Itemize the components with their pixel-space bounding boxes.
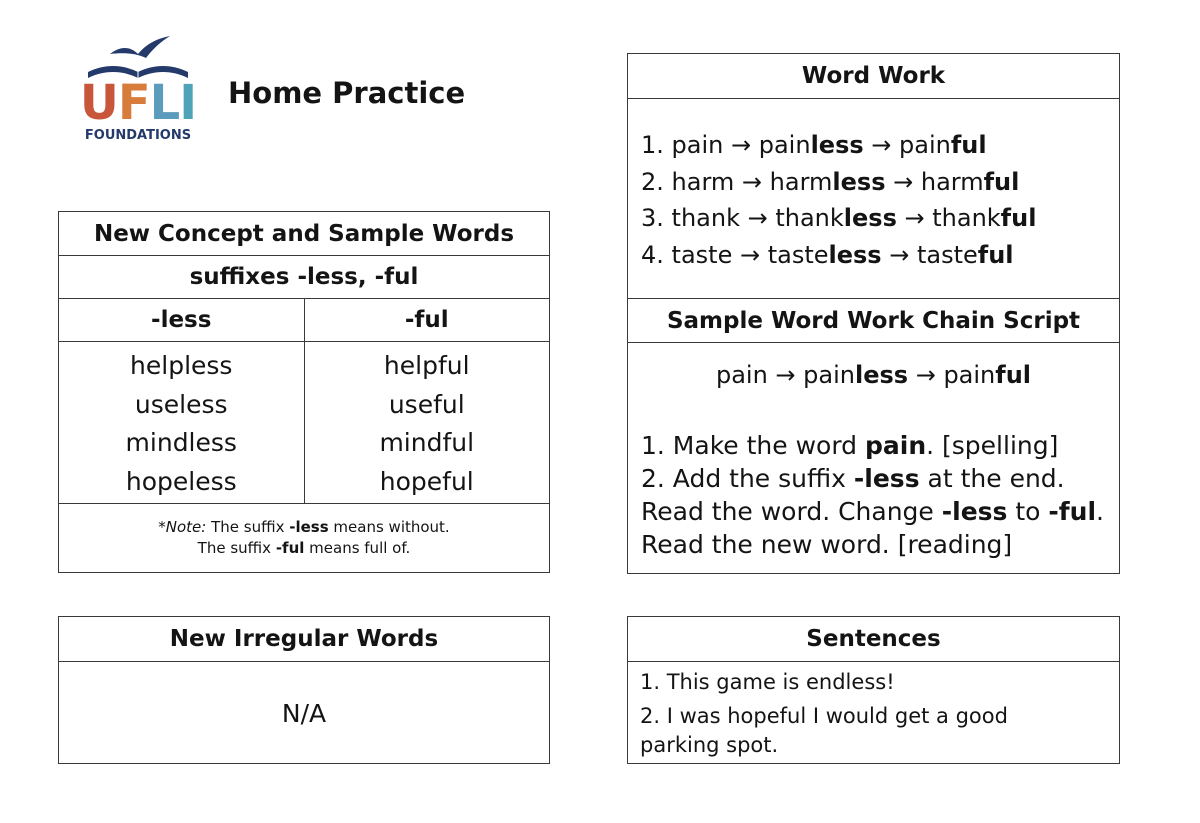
word-work-title: Word Work (628, 54, 1119, 99)
page-title: Home Practice (228, 76, 466, 110)
word-work-list (628, 99, 1119, 299)
word-work-box (627, 53, 1120, 574)
list-item: mindful (379, 428, 475, 457)
sentence-2: 2. I was hopeful I would get a good parking spot. (640, 704, 1008, 757)
list-item: hopeful (379, 466, 474, 496)
concept-note (59, 503, 549, 572)
list-item: useful (388, 389, 465, 419)
sentences-list (628, 662, 1119, 760)
irregular-words-box (58, 616, 550, 764)
sample-words (59, 341, 549, 504)
script-step-4: Read the new word. [reading] (641, 530, 1013, 559)
note-text: The suffix (197, 538, 276, 557)
list-item: mindless (125, 428, 237, 457)
column-header-ful: -ful (404, 306, 449, 333)
list-item: helpless (130, 351, 233, 380)
ufli-logo (79, 32, 197, 150)
sentences-box (627, 616, 1120, 764)
list-item: 4. taste → tasteless → tasteful (641, 240, 1014, 269)
logo-letter-l: L (149, 75, 180, 131)
logo-letter-f: F (117, 75, 150, 131)
list-item: 3. thank → thankless → thankful (641, 204, 1037, 232)
note-text: means without. (328, 517, 450, 536)
script-step-1: 1. Make the word pain. [spelling] (641, 431, 1059, 460)
script-title: Sample Word Work Chain Script (628, 299, 1119, 343)
concept-table (58, 211, 550, 573)
irregular-title: New Irregular Words (59, 617, 549, 662)
script-step-3: Read the word. Change -less to -ful. (641, 497, 1104, 526)
chain-example: pain → painless → painful (715, 361, 1032, 389)
sentence-1: 1. This game is endless! (640, 670, 895, 694)
chain-script (628, 343, 1119, 561)
concept-subtitle: suffixes -less, -ful (59, 255, 549, 299)
irregular-value: N/A (281, 698, 327, 728)
note-line-1 (158, 517, 449, 538)
logo-letters (79, 75, 197, 131)
list-item: useless (134, 389, 228, 419)
concept-title: New Concept and Sample Words (59, 212, 549, 256)
ful-word-list (305, 341, 550, 503)
script-step-2: 2. Add the suffix -less at the end. (641, 464, 1065, 493)
list-item: 2. harm → harmless → harmful (641, 167, 1020, 196)
column-header-less: -less (59, 298, 305, 341)
list-item: helpful (383, 351, 470, 380)
logo-letter-u: U (79, 75, 118, 131)
list-item: 1. pain → painless → painful (641, 131, 987, 159)
note-label: *Note: (158, 517, 207, 536)
sentences-title: Sentences (628, 617, 1119, 662)
note-text: The suffix (206, 517, 290, 536)
list-item: hopeless (125, 466, 237, 496)
note-line-2 (198, 538, 411, 559)
logo-subtext: FOUNDATIONS (84, 128, 192, 143)
concept-column-headers (59, 298, 549, 342)
note-suffix: -ful (275, 538, 305, 557)
note-text: means full of. (304, 538, 411, 557)
note-suffix: -less (289, 517, 329, 536)
less-word-list (59, 341, 305, 503)
logo-letter-i: I (179, 75, 197, 131)
